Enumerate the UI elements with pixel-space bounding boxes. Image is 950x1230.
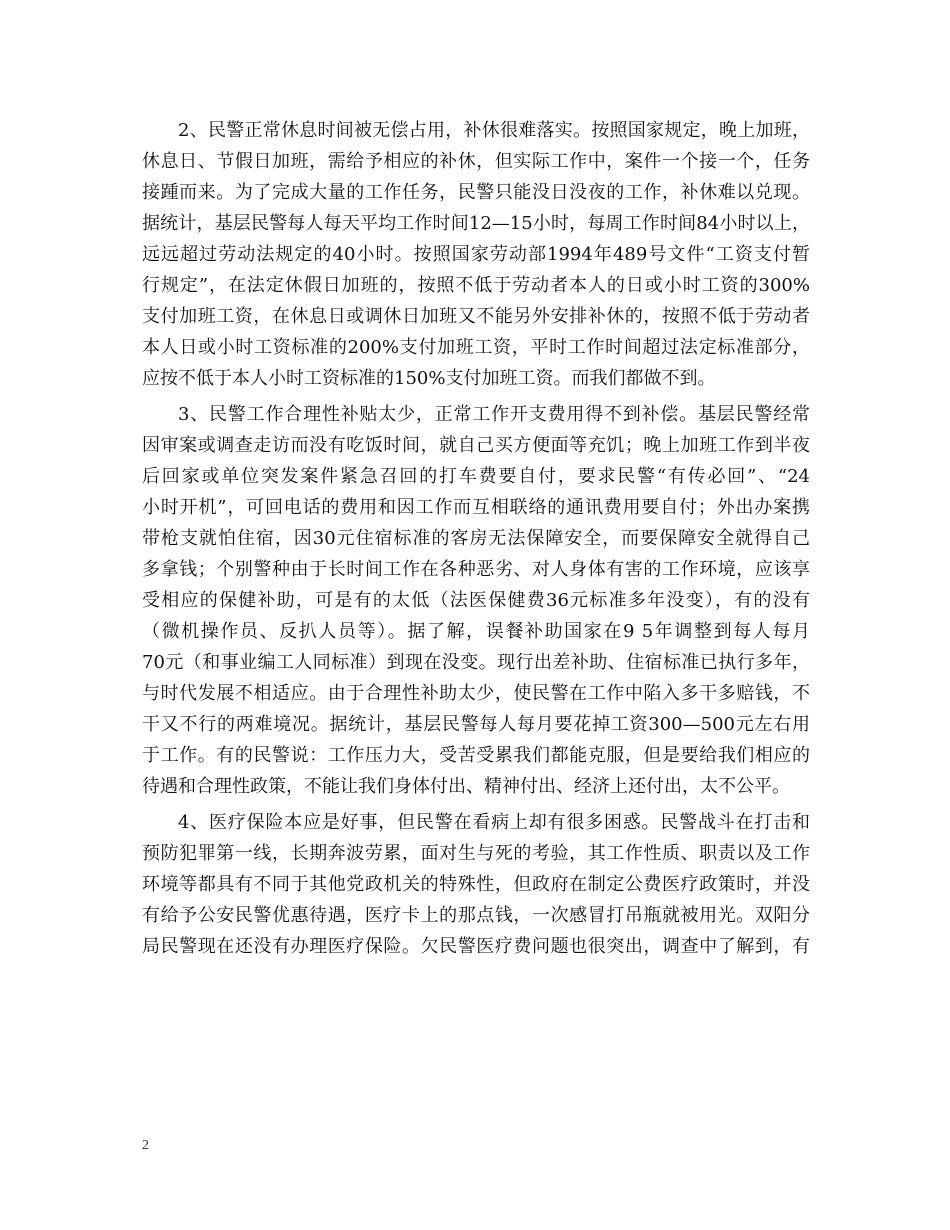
text-line: 小时开机”，可回电话的费用和因工作而互相联络的通讯费用要自付；外出办案携 — [142, 497, 810, 518]
text-line: 待遇和合理性政策，不能让我们身体付出、精神付出、经济上还付出，太不公平。 — [142, 776, 790, 797]
paragraph-4 — [142, 807, 810, 962]
paragraph-3 — [142, 399, 810, 802]
page-number: 2 — [142, 1138, 149, 1153]
text-line: 70元（和事业编工人同标准）到现在没变。现行出差补助、住宿标准已执行多年， — [142, 652, 810, 673]
text-line: 本人日或小时工资标准的200%支付加班工资，平时工作时间超过法定标准部分， — [142, 337, 810, 358]
text-line: 据统计，基层民警每人每天平均工作时间12—15小时，每周工作时间84小时以上， — [142, 213, 810, 234]
text-line: 支付加班工资，在休息日或调休日加班又不能另外安排补休的，按照不低于劳动者 — [142, 306, 810, 327]
text-line: 2、民警正常休息时间被无偿占用，补休很难落实。按照国家规定，晚上加班， — [178, 120, 810, 141]
text-line: 受相应的保健补助，可是有的太低（法医保健费36元标准多年没变），有的没有 — [142, 590, 810, 611]
text-line: 行规定”，在法定休假日加班的，按照不低于劳动者本人的日或小时工资的300% — [142, 275, 810, 296]
text-line: 预防犯罪第一线，长期奔波劳累，面对生与死的考验，其工作性质、职责以及工作 — [142, 843, 810, 864]
text-line: 应按不低于本人小时工资标准的150%支付加班工资。而我们都做不到。 — [142, 368, 716, 389]
text-line: 4、医疗保险本应是好事，但民警在看病上却有很多困惑。民警战斗在打击和 — [178, 812, 810, 833]
text-line: 有给予公安民警优惠待遇，医疗卡上的那点钱，一次感冒打吊瓶就被用光。双阳分 — [142, 905, 810, 926]
text-line: 接踵而来。为了完成大量的工作任务，民警只能没日没夜的工作，补休难以兑现。 — [142, 182, 810, 203]
text-line: 休息日、节假日加班，需给予相应的补休，但实际工作中，案件一个接一个，任务 — [142, 151, 810, 172]
text-line: 干又不行的两难境况。据统计，基层民警每人每月要花掉工资300—500元左右用 — [142, 714, 810, 735]
text-line: （微机操作员、反扒人员等）。据了解，误餐补助国家在9 5年调整到每人每月 — [142, 621, 810, 642]
text-line: 3、民警工作合理性补贴太少，正常工作开支费用得不到补偿。基层民警经常 — [178, 404, 810, 425]
text-line: 于工作。有的民警说：工作压力大，受苦受累我们都能克服，但是要给我们相应的 — [142, 745, 810, 766]
text-line: 带枪支就怕住宿，因30元住宿标准的客房无法保障安全，而要保障安全就得自己 — [142, 528, 810, 549]
text-line: 因审案或调查走访而没有吃饭时间，就自己买方便面等充饥；晚上加班工作到半夜 — [142, 435, 810, 456]
text-line: 局民警现在还没有办理医疗保险。欠民警医疗费问题也很突出，调查中了解到，有 — [142, 936, 810, 957]
text-line: 环境等都具有不同于其他党政机关的特殊性，但政府在制定公费医疗政策时，并没 — [142, 874, 810, 895]
text-line: 多拿钱；个别警种由于长时间工作在各种恶劣、对人身体有害的工作环境，应该享 — [142, 559, 810, 580]
text-line: 远远超过劳动法规定的40小时。按照国家劳动部1994年489号文件“工资支付暂 — [142, 244, 810, 265]
body-text — [142, 115, 810, 967]
text-line: 与时代发展不相适应。由于合理性补助太少，使民警在工作中陷入多干多赔钱，不 — [142, 683, 810, 704]
paragraph-2 — [142, 115, 810, 394]
text-line: 后回家或单位突发案件紧急召回的打车费要自付，要求民警“有传必回”、“24 — [142, 466, 810, 487]
